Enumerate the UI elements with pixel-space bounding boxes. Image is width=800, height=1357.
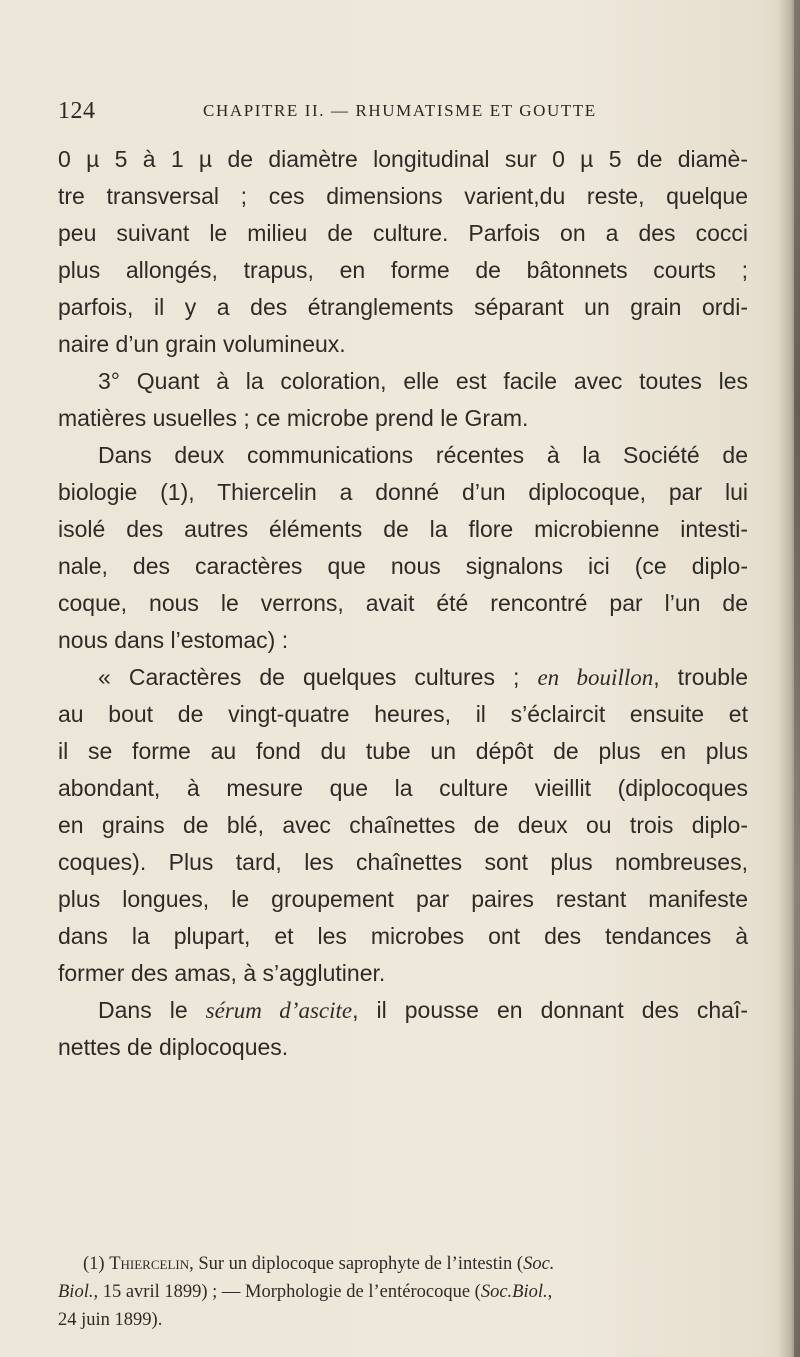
text-line: nous dans l’estomac) : <box>58 627 289 653</box>
text-line: abondant, à mesure que la culture vieillit (diplocoques <box>58 775 748 801</box>
serum-italic-text: sérum d’ascite <box>205 998 353 1023</box>
text-line: il se forme au fond du tube un dépôt de plus en plus <box>58 738 748 764</box>
text-line: naire d’un grain volumineux. <box>58 331 346 357</box>
footnote-text: , <box>547 1282 553 1302</box>
footnote-line-3: 24 juin 1899). <box>58 1310 163 1330</box>
serum-text: , il pousse en donnant des chaî- <box>352 997 749 1023</box>
text-line: dans la plupart, et les microbes ont des tendances à <box>58 923 748 949</box>
running-title: CHAPITRE II. — RHUMATISME ET GOUTTE <box>203 101 597 120</box>
text-line: parfois, il y a des étranglements séparant un grain ordi- <box>58 294 748 320</box>
text-line: Dans deux communications récentes à la Société de <box>98 442 748 468</box>
quote-italic-text: en bouillon <box>537 665 654 690</box>
quote-text: « Caractères de quelques cultures ; <box>98 664 538 690</box>
footnote-line-2 <box>58 1278 748 1306</box>
page-header <box>58 98 744 138</box>
footnote-journal: Biol. <box>58 1282 94 1302</box>
text-line: nettes de diplocoques. <box>58 1034 289 1060</box>
text-line: plus allongés, trapus, en forme de bâtonnets courts ; <box>58 257 748 283</box>
serum-text: Dans le <box>98 997 206 1023</box>
text-line: former des amas, à s’agglutiner. <box>58 960 386 986</box>
text-line: en grains de blé, avec chaînettes de deux ou trois diplo- <box>58 812 748 838</box>
text-line: coque, nous le verrons, avait été rencontré par l’un de <box>58 590 748 616</box>
text-line: matières usuelles ; ce microbe prend le Gram. <box>58 405 529 431</box>
text-line: 3° Quant à la coloration, elle est facile avec toutes les <box>98 368 748 394</box>
text-line: coques). Plus tard, les chaînettes sont plus nombreuses, <box>58 849 748 875</box>
serum-line <box>58 992 748 1029</box>
footnote-author: Thiercelin <box>109 1254 190 1274</box>
text-line: au bout de vingt-quatre heures, il s’éclaircit ensuite et <box>58 701 748 727</box>
footnote-text: , Sur un diplocoque saprophyte de l’intestin ( <box>189 1254 524 1274</box>
quote-text: , trouble <box>653 664 748 690</box>
page-edge-line <box>794 0 800 1357</box>
page-number: 124 <box>58 98 96 124</box>
quote-first-line <box>58 659 748 696</box>
footnote-journal: Soc. <box>523 1254 555 1274</box>
text-line: isolé des autres éléments de la flore microbienne intesti- <box>58 516 748 542</box>
text-line: nale, des caractères que nous signalons ici (ce diplo- <box>58 553 748 579</box>
text-line: peu suivant le milieu de culture. Parfois on a des cocci <box>58 220 748 246</box>
text-line: 0 µ 5 à 1 µ de diamètre longitudinal sur 0 µ 5 de diamè- <box>58 146 748 172</box>
text-line: plus longues, le groupement par paires restant manifeste <box>58 886 748 912</box>
footnote-text: , 15 avril 1899) ; — Morphologie de l’entérocoque ( <box>93 1282 481 1302</box>
footnote-journal: Soc.Biol. <box>480 1282 548 1302</box>
text-line: biologie (1), Thiercelin a donné d’un diplocoque, par lui <box>58 479 748 505</box>
body-text <box>58 141 748 1066</box>
text-line: tre transversal ; ces dimensions varient,du reste, quelque <box>58 183 748 209</box>
footnote <box>58 1250 748 1334</box>
footnote-line-1 <box>58 1250 748 1278</box>
footnote-marker: (1) <box>83 1254 110 1274</box>
